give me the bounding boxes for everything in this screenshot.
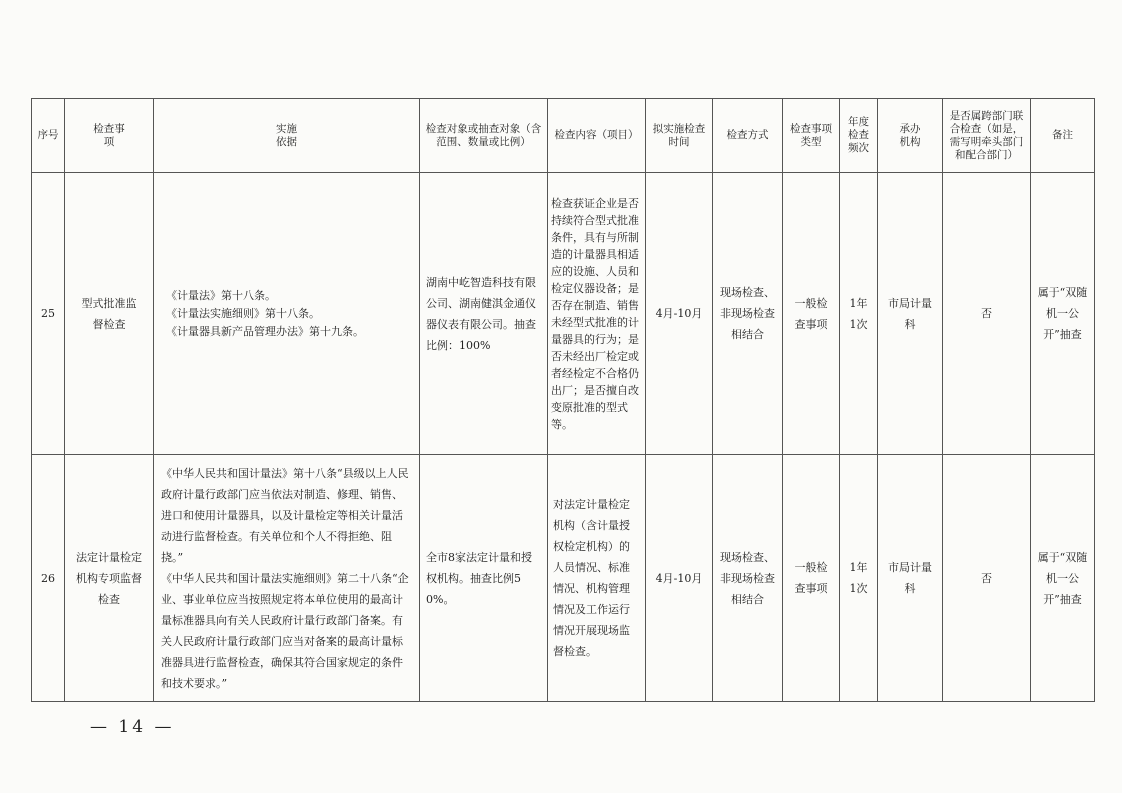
cell-target: 全市8家法定计量和授权机构。抽查比例50%。: [420, 455, 548, 702]
header-content: 检查内容（项目）: [548, 99, 646, 173]
header-time: 拟实施检查时间: [646, 99, 713, 173]
header-method: 检查方式: [713, 99, 783, 173]
header-note: 备注: [1031, 99, 1095, 173]
basis-line: 《计量法实施细则》第十八条。: [166, 306, 320, 320]
cell-type: 一般检查事项: [783, 455, 840, 702]
header-item: 检查事项: [65, 99, 154, 173]
cell-freq: 1年1次: [840, 173, 878, 455]
cell-method: 现场检查、非现场检查相结合: [713, 455, 783, 702]
cell-content: 检查获证企业是否持续符合型式批准条件，具有与所制造的计量器具相适应的设施、人员和检定仪器设备；是否存在制造、销售未经型式批准的计量器具的行为；是否未经出厂检定或者经检定不合格仍出厂；是否擅自改变原批准的型式等。: [548, 173, 646, 455]
cell-method: 现场检查、非现场检查相结合: [713, 173, 783, 455]
cell-item: 型式批准监督检查: [65, 173, 154, 455]
cell-item: 法定计量检定机构专项监督检查: [65, 455, 154, 702]
cell-basis: [154, 455, 420, 702]
cell-note: 属于“双随机一公开”抽查: [1031, 455, 1095, 702]
basis-line: 《中华人民共和国计量法》第十八条“县级以上人民政府计量行政部门应当依法对制造、修理、销售、进口和使用计量器具，以及计量检定等相关计量活动进行监督检查。有关单位和个人不得拒绝、阻挠。”: [161, 466, 409, 564]
table-row: [32, 173, 1095, 455]
inspection-plan-table: [31, 98, 1095, 702]
cell-type: 一般检查事项: [783, 173, 840, 455]
header-org: 承办机构: [878, 99, 943, 173]
header-basis: 实施依据: [154, 99, 420, 173]
cell-time: 4月-10月: [646, 173, 713, 455]
cell-joint: 否: [943, 173, 1031, 455]
header-target: 检查对象或抽查对象（含范围、数量或比例）: [420, 99, 548, 173]
header-joint: 是否属跨部门联合检查（如是，需写明牵头部门和配合部门）: [943, 99, 1031, 173]
cell-freq: 1年1次: [840, 455, 878, 702]
inspection-table-container: [31, 98, 1095, 702]
table-row: [32, 455, 1095, 702]
cell-note: 属于“双随机一公开”抽查: [1031, 173, 1095, 455]
cell-org: 市局计量科: [878, 173, 943, 455]
header-seq: 序号: [32, 99, 65, 173]
cell-seq: 26: [32, 455, 65, 702]
cell-time: 4月-10月: [646, 455, 713, 702]
cell-basis: [154, 173, 420, 455]
basis-line: 《计量法》第十八条。: [166, 288, 276, 302]
cell-joint: 否: [943, 455, 1031, 702]
table-header-row: [32, 99, 1095, 173]
basis-line: 《中华人民共和国计量法实施细则》第二十八条“企业、事业单位应当按照规定将本单位使用的最高计量标准器具向有关人民政府计量行政部门备案。有关人民政府计量行政部门应当对备案的最高计量标准器具进行监督检查，确保其符合国家规定的条件和技术要求。”: [161, 571, 409, 690]
cell-org: 市局计量科: [878, 455, 943, 702]
cell-target: 湖南中屹智造科技有限公司、湖南健淇金通仪器仪表有限公司。抽查比例：100%: [420, 173, 548, 455]
page-number: — 14 —: [90, 717, 175, 737]
header-type: 检查事项类型: [783, 99, 840, 173]
cell-seq: 25: [32, 173, 65, 455]
basis-line: 《计量器具新产品管理办法》第十九条。: [166, 324, 364, 338]
header-freq: 年度检查频次: [840, 99, 878, 173]
cell-content: 对法定计量检定机构（含计量授权检定机构）的人员情况、标准情况、机构管理情况及工作运行情况开展现场监督检查。: [548, 455, 646, 702]
